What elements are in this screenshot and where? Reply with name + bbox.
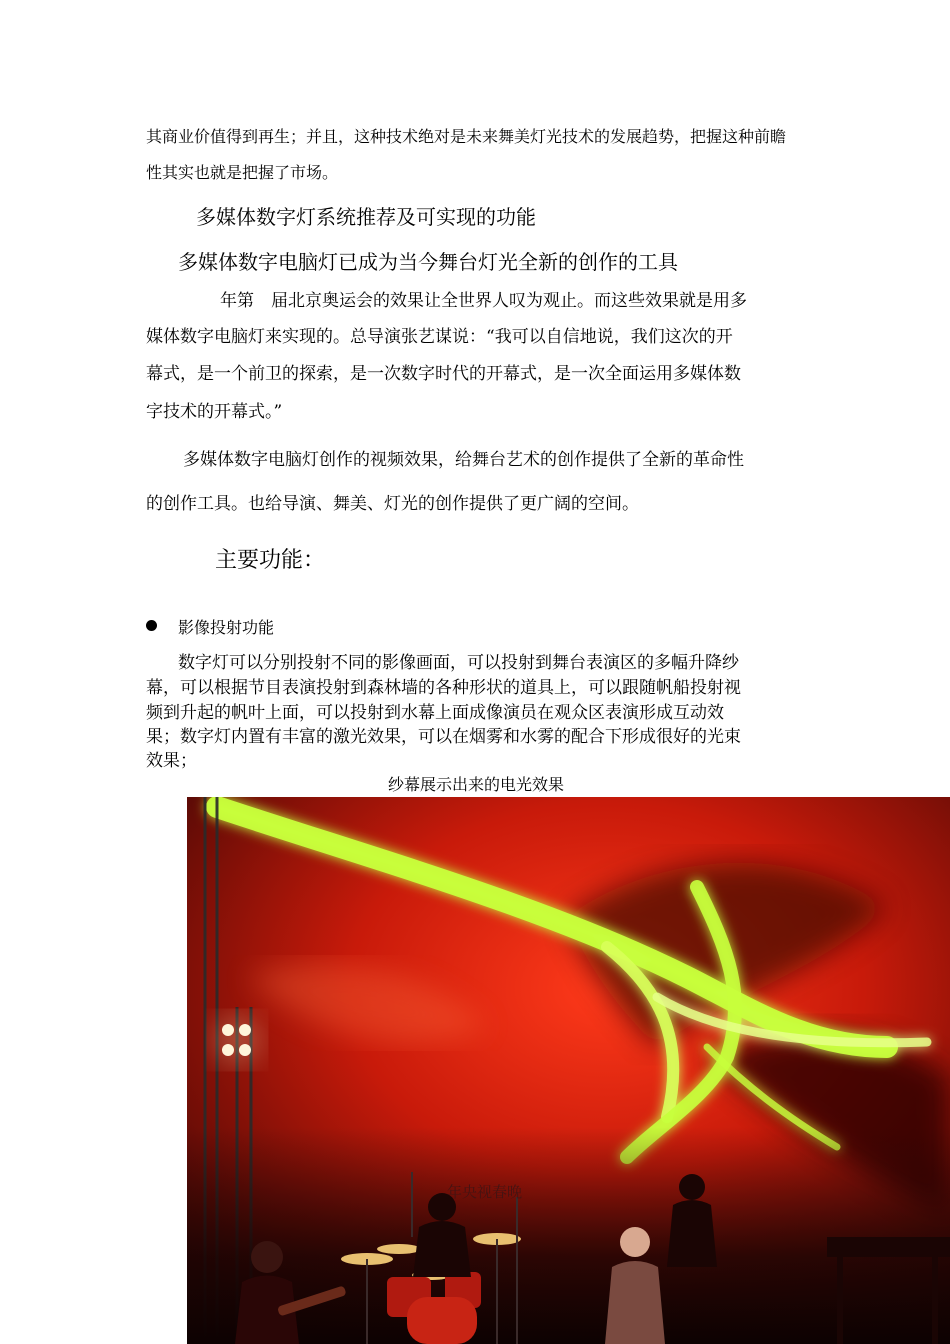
- photo-caption: 纱幕展示出来的电光效果: [388, 775, 565, 794]
- main-functions-heading: 主要功能：: [215, 548, 326, 573]
- olympic-line-1: 年第 届北京奥运会的效果让全世界人叹为观止。而这些效果就是用多: [220, 291, 747, 311]
- body-line-4: 果；数字灯内置有丰富的激光效果，可以在烟雾和水雾的配合下形成很好的光束: [146, 727, 741, 747]
- photo-overlay-text: 年央视春晚: [447, 1183, 523, 1201]
- intro-line-1: 其商业价值得到再生；并且，这种技术绝对是未来舞美灯光技术的发展趋势，把握这种前瞻: [146, 127, 787, 146]
- section-heading-tool: 多媒体数字电脑灯已成为当今舞台灯光全新的创作的工具: [178, 250, 678, 274]
- olympic-line-4: 字技术的开幕式。”: [146, 402, 283, 422]
- video-line-2: 的创作工具。也给导演、舞美、灯光的创作提供了更广阔的空间。: [146, 494, 639, 514]
- olympic-line-2: 媒体数字电脑灯来实现的。总导演张艺谋说：“我可以自信地说，我们这次的开: [146, 327, 733, 347]
- bullet-dot-icon: [146, 620, 157, 631]
- body-line-5: 效果；: [146, 751, 197, 771]
- video-line-1: 多媒体数字电脑灯创作的视频效果，给舞台艺术的创作提供了全新的革命性: [183, 450, 744, 470]
- body-line-1: 数字灯可以分别投射不同的影像画面，可以投射到舞台表演区的多幅升降纱: [178, 653, 739, 673]
- section-heading-system: 多媒体数字灯系统推荐及可实现的功能: [196, 205, 536, 229]
- stage-photo-illustration: [187, 797, 950, 1344]
- bullet-title: 影像投射功能: [178, 618, 275, 637]
- body-line-3: 频到升起的帆叶上面，可以投射到水幕上面成像演员在观众区表演形成互动效: [146, 703, 724, 723]
- body-line-2: 幕，可以根据节目表演投射到森林墙的各种形状的道具上，可以跟随帆船投射视: [146, 678, 741, 698]
- intro-line-2: 性其实也就是把握了市场。: [146, 163, 339, 182]
- stage-photo: [187, 797, 950, 1344]
- olympic-line-3: 幕式，是一个前卫的探索，是一次数字时代的开幕式，是一次全面运用多媒体数: [146, 364, 741, 384]
